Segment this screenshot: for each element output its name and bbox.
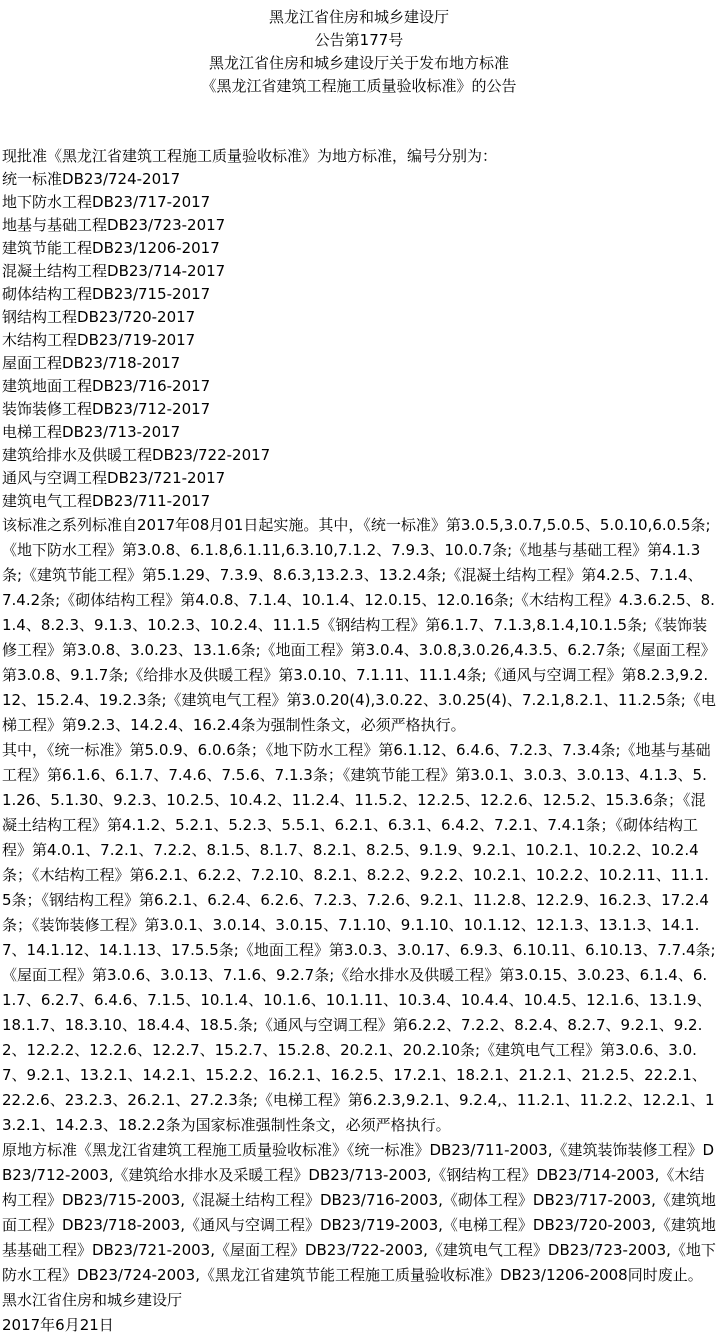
standard-code: DB23/719-2017 [77,331,196,349]
issuer-line: 黑水江省住房和城乡建设厅 [2,1291,183,1309]
document-body [0,145,718,1338]
standard-item [2,191,716,214]
standard-code: DB23/715-2017 [92,285,211,303]
standard-name: 建筑节能工程 [2,239,93,257]
standard-code: DB23/712-2017 [92,400,211,418]
intro-line: 现批准《黑龙江省建筑工程施工质量验收标准》为地方标准，编号分别为： [2,147,498,165]
standard-item [2,490,716,513]
standard-code: DB23/724-2017 [62,170,181,188]
standard-name: 电梯工程 [2,423,63,441]
standard-name: 建筑地面工程 [2,377,93,395]
paragraphs [2,513,716,1288]
standard-name: 屋面工程 [2,354,63,372]
standard-item [2,214,716,237]
standard-item [2,352,716,375]
standard-item [2,260,716,283]
agency-name: 黑龙江省住房和城乡建设厅 [268,8,449,26]
date-line: 2017年6月21日 [2,1316,114,1334]
document-header [0,6,718,98]
standard-item [2,398,716,421]
standard-code: DB23/722-2017 [152,446,271,464]
standard-name: 通风与空调工程 [2,469,108,487]
standard-code: DB23/720-2017 [77,308,196,326]
standard-code: DB23/711-2017 [92,492,211,510]
standard-item [2,237,716,260]
announcement-title-line2: 《黑龙江省建筑工程施工质量验收标准》的公告 [201,77,517,95]
standard-item [2,444,716,467]
standard-code: DB23/717-2017 [92,193,211,211]
standard-name: 混凝土结构工程 [2,262,108,280]
standard-item [2,329,716,352]
standard-code: DB23/718-2017 [62,354,181,372]
standard-code: DB23/723-2017 [107,216,226,234]
announcement-number: 公告第177号 [314,31,404,49]
standard-name: 木结构工程 [2,331,78,349]
standard-name: 装饰装修工程 [2,400,93,418]
standard-name: 统一标准 [2,170,63,188]
standard-code: DB23/716-2017 [92,377,211,395]
standard-code: DB23/714-2017 [107,262,226,280]
standard-code: DB23/1206-2017 [92,239,220,257]
standard-item [2,375,716,398]
standard-name: 地基与基础工程 [2,216,108,234]
standard-item [2,283,716,306]
standard-item [2,168,716,191]
standard-name: 砌体结构工程 [2,285,93,303]
standard-name: 建筑电气工程 [2,492,93,510]
body-paragraph: 该标准之系列标准自2017年08月01日起实施。其中，《统一标准》第3.0.5,3.0.7,5.0.5、5.0.10,6.0.5条;《地下防水工程》第3.0.8、6.1.8,6.1.11,6.3.10,7.1.2、7.9.3、10.0.7条;《地基与基础工程》第4.1.3条;《建筑节能工程》第5.1.29、7.3.9、8.6.3,13.2.3、13.2.4条;《混凝土结构工程》第4.2.5、7.1.4、7.4.2条;《砌体结构工程》第4.0.8、7.1.4、10.1.4、12.0.15、12.0.16条;《木结构工程》4.3.6.2.5、8.1.4、8.2.3、9.1.3、10.2.3、10.2.4、11.1.5《钢结构工程》第6.1.7、7.1.3,8.1.4,10.1.5条;《装饰装修工程》第3.0.8、3.0.23、13.1.6条;《地面工程》第3.0.4、3.0.8,3.0.26,4.3.5、6.2.7条;《屋面工程》第3.0.8、9.1.7条;《给排水及供暖工程》第3.0.10、7.1.11、11.1.4条;《通风与空调工程》第8.2.3,9.2.12、15.2.4、19.2.3条;《建筑电气工程》第3.0.20(4),3.0.22、3.0.25(4)、7.2.1,8.2.1、11.2.5条;《电梯工程》第9.2.3、14.2.4、16.2.4条为强制性条文，必须严格执行。 [2,516,716,734]
standard-code: DB23/721-2017 [107,469,226,487]
standard-code: DB23/713-2017 [62,423,181,441]
body-paragraph: 原地方标准《黑龙江省建筑工程施工质量验收标准》《统一标准》DB23/711-2003,《建筑装饰装修工程》DB23/712-2003,《建筑给水排水及采暖工程》DB23/713-2003,《钢结构工程》DB23/714-2003,《木结构工程》DB23/715-2003,《混凝土结构工程》DB23/716-2003,《砌体工程》DB23/717-2003,《建筑地面工程》DB23/718-2003,《通风与空调工程》DB23/719-2003,《电梯工程》DB23/720-2003,《建筑地基基础工程》DB23/721-2003,《屋面工程》DB23/722-2003,《建筑电气工程》DB23/723-2003,《地下防水工程》DB23/724-2003,《黑龙江省建筑节能工程施工质量验收标准》DB23/1206-2008同时废止。 [2,1141,716,1284]
standard-item [2,306,716,329]
standard-name: 地下防水工程 [2,193,93,211]
body-paragraph: 其中，《统一标准》第5.0.9、6.0.6条；《地下防水工程》第6.1.12、6.4.6、7.2.3、7.3.4条;《地基与基础工程》第6.1.6、6.1.7、7.4.6、7.5.6、7.1.3条；《建筑节能工程》第3.0.1、3.0.3、3.0.13、4.1.3、5.1.26、5.1.30、9.2.3、10.2.5、10.4.2、11.2.4、11.5.2、12.2.5、12.2.6、12.5.2、15.3.6条；《混凝土结构工程》第4.1.2、5.2.1、5.2.3、5.5.1、6.2.1、6.3.1、6.4.2、7.2.1、7.4.1条；《砌体结构工程》第4.0.1、7.2.1、7.2.2、8.1.5、8.1.7、8.2.1、8.2.5、9.1.9、9.2.1、10.2.1、10.2.2、10.2.4条；《木结构工程》第6.2.1、6.2.2、7.2.10、8.2.1、8.2.2、9.2.2、10.2.1、10.2.2、10.2.11、11.1.5条；《钢结构工程》第6.2.1、6.2.4、6.2.6、7.2.3、7.2.6、9.2.1、11.2.8、12.2.9、16.2.3、17.2.4条；《装饰装修工程》第3.0.1、3.0.14、3.0.15、7.1.10、9.1.10、10.1.12、12.1.3、13.1.3、14.1.7、14.1.12、14.1.13、17.5.5条;《地面工程》第3.0.3、3.0.17、6.9.3、6.10.11、6.10.13、7.7.4条;《屋面工程》第3.0.6、3.0.13、7.1.6、9.2.7条;《给水排水及供暖工程》第3.0.15、3.0.23、6.1.4、6.1.7、6.2.7、6.4.6、7.1.5、10.1.4、10.1.6、10.1.11、10.3.4、10.4.4、10.4.5、12.1.6、13.1.9、18.1.7、18.3.10、18.4.4、18.5.条;《通风与空调工程》第6.2.2、7.2.2、8.2.4、8.2.7、9.2.1、9.2.2、12.2.2、12.2.6、12.2.7、15.2.7、15.2.8、20.2.1、20.2.10条;《建筑电气工程》第3.0.6、3.0.7、9.2.1、13.2.1、14.2.1、15.2.2、16.2.1、16.2.5、17.2.1、18.2.1、21.2.1、21.2.5、22.2.1、22.2.6、23.2.3、26.2.1、27.2.3条;《电梯工程》第6.2.3,9.2.1、9.2.4,、11.2.1、11.2.2、12.2.1、13.2.1、14.2.3、18.2.2条为国家标准强制性条文，必须严格执行。 [2,741,716,1134]
standard-item [2,467,716,490]
standard-name: 钢结构工程 [2,308,78,326]
standard-item [2,421,716,444]
standard-name: 建筑给排水及供暖工程 [2,446,153,464]
standards-list [2,168,716,513]
announcement-title-line1: 黑龙江省住房和城乡建设厅关于发布地方标准 [208,54,509,72]
